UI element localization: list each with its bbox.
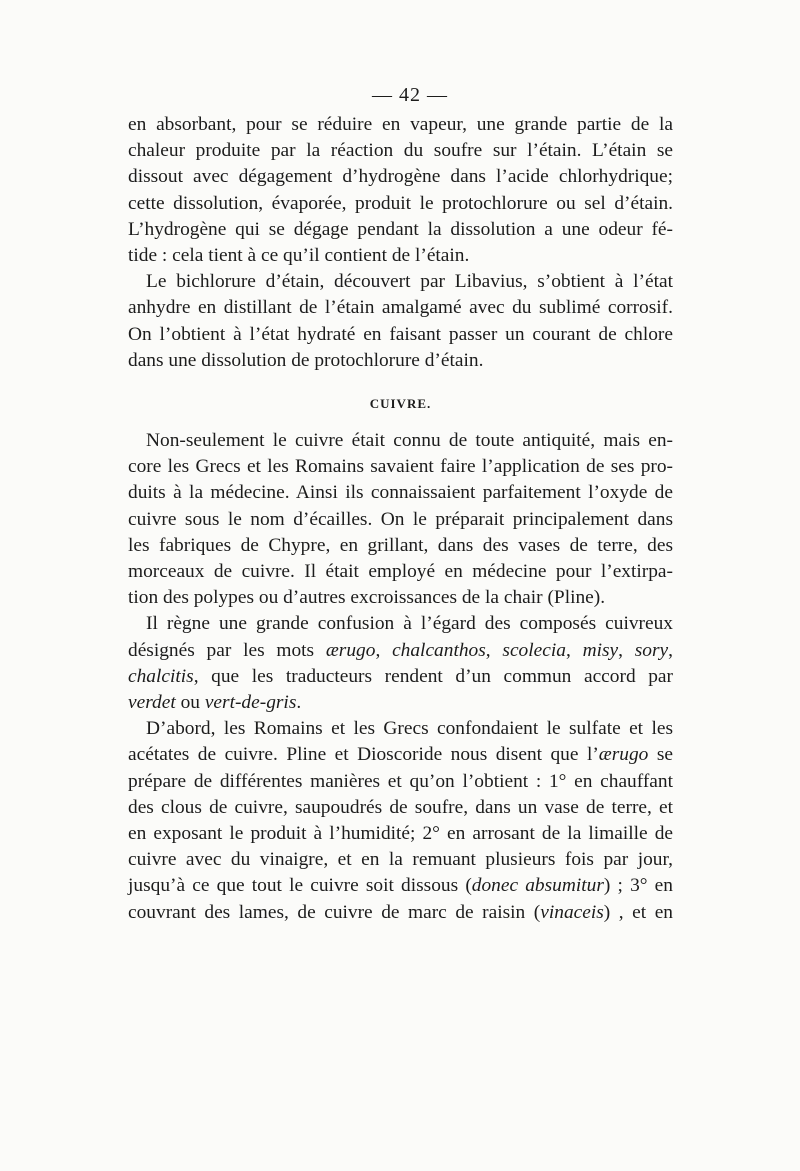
text-run: , [565, 639, 583, 661]
text-run: , [485, 639, 503, 661]
text-run: jusqu’à ce que tout le cuivre soit dissous ( [128, 875, 472, 897]
text-line: tion des polypes ou d’autres excroissances de la chair (Pline). [128, 587, 606, 609]
latin-term: sory [634, 639, 669, 661]
text-line: On l’obtient à l’état hydraté en faisant passer un courant de chlore [128, 323, 673, 345]
paragraph-4 [128, 611, 673, 716]
text-run: . [296, 692, 302, 714]
latin-term: ærugo [325, 639, 376, 661]
latin-term: vert-de-gris [204, 692, 297, 714]
text-line: core les Grecs et les Romains savaient faire l’application de ses pro- [128, 456, 673, 478]
text-line [128, 664, 673, 690]
text-line: des clous de cuivre, saupoudrés de soufre, dans un vase de terre, et [128, 796, 673, 818]
text-line: chaleur produite par la réaction du soufre sur l’étain. L’étain se [128, 140, 673, 162]
text-line [128, 638, 673, 664]
paragraph-3 [128, 428, 673, 611]
paragraph-1 [128, 112, 673, 269]
text-run: ) , et en [603, 901, 673, 923]
text-run: , que les traducteurs rendent d’un commun accord par [193, 665, 673, 687]
text-line: les fabriques de Chypre, en grillant, dans des vases de terre, des [128, 534, 673, 556]
latin-term: chalcitis [128, 665, 194, 687]
text-line: cuivre avec du vinaigre, et en la remuant plusieurs fois par jour, [128, 849, 673, 871]
paragraph-2 [128, 269, 673, 374]
text-line: cuivre sous le nom d’écailles. On le préparait principalement dans [128, 508, 673, 530]
text-run: , [618, 639, 635, 661]
paragraph-5 [128, 716, 673, 926]
latin-term: scolecia [502, 639, 566, 661]
text-run: , [375, 639, 393, 661]
section-heading: CUIVRE. [369, 396, 432, 412]
text-line: en exposant le produit à l’humidité; 2° en arrosant de la limaille de [128, 823, 673, 845]
text-line: L’hydrogène qui se dégage pendant la dissolution a une odeur fé- [128, 218, 673, 240]
latin-term: ærugo [598, 744, 649, 766]
text-line: Le bichlorure d’étain, découvert par Libavius, s’obtient à l’état [146, 271, 673, 293]
text-line: Non-seulement le cuivre était connu de toute antiquité, mais en- [146, 430, 673, 452]
text-line: morceaux de cuivre. Il était employé en médecine pour l’extirpa- [128, 561, 673, 583]
text-line [128, 690, 673, 716]
text-run: désignés par les mots [128, 639, 326, 661]
text-run: ou [175, 692, 205, 714]
latin-term: misy [582, 639, 619, 661]
text-line [128, 873, 673, 899]
latin-term: vinaceis [540, 901, 604, 923]
text-line: cette dissolution, évaporée, produit le protochlorure ou sel d’étain. [128, 192, 673, 214]
text-line [128, 742, 673, 768]
latin-term: chalcanthos [392, 639, 486, 661]
text-line: dissout avec dégagement d’hydrogène dans l’acide chlorhydrique; [128, 166, 673, 188]
text-run: acétates de cuivre. Pline et Dioscoride nous disent que l’ [128, 744, 599, 766]
page-number: — 42 — [372, 84, 448, 106]
text-line: D’abord, les Romains et les Grecs confondaient le sulfate et les [146, 718, 673, 740]
text-line: Il règne une grande confusion à l’égard des composés cuivreux [146, 613, 673, 635]
text-line: dans une dissolution de protochlorure d’étain. [128, 349, 484, 371]
text-line: duits à la médecine. Ainsi ils connaissaient parfaitement l’oxyde de [128, 482, 673, 504]
text-line: prépare de différentes manières et qu’on l’obtient : 1° en chauffant [128, 770, 673, 792]
text-run: couvrant des lames, de cuivre de marc de raisin ( [128, 901, 541, 923]
text-line [128, 900, 673, 926]
latin-term: donec absumitur [471, 875, 604, 897]
body-text [128, 112, 673, 926]
text-line: en absorbant, pour se réduire en vapeur, une grande partie de la [128, 114, 673, 135]
text-run: ) ; 3° en [603, 875, 673, 897]
text-run: , [668, 639, 673, 661]
text-run: se [648, 744, 673, 766]
text-line: anhydre en distillant de l’étain amalgamé avec du sublimé corrosif. [128, 297, 673, 319]
latin-term: verdet [128, 692, 176, 714]
text-line: tide : cela tient à ce qu’il contient de l’étain. [128, 245, 470, 267]
